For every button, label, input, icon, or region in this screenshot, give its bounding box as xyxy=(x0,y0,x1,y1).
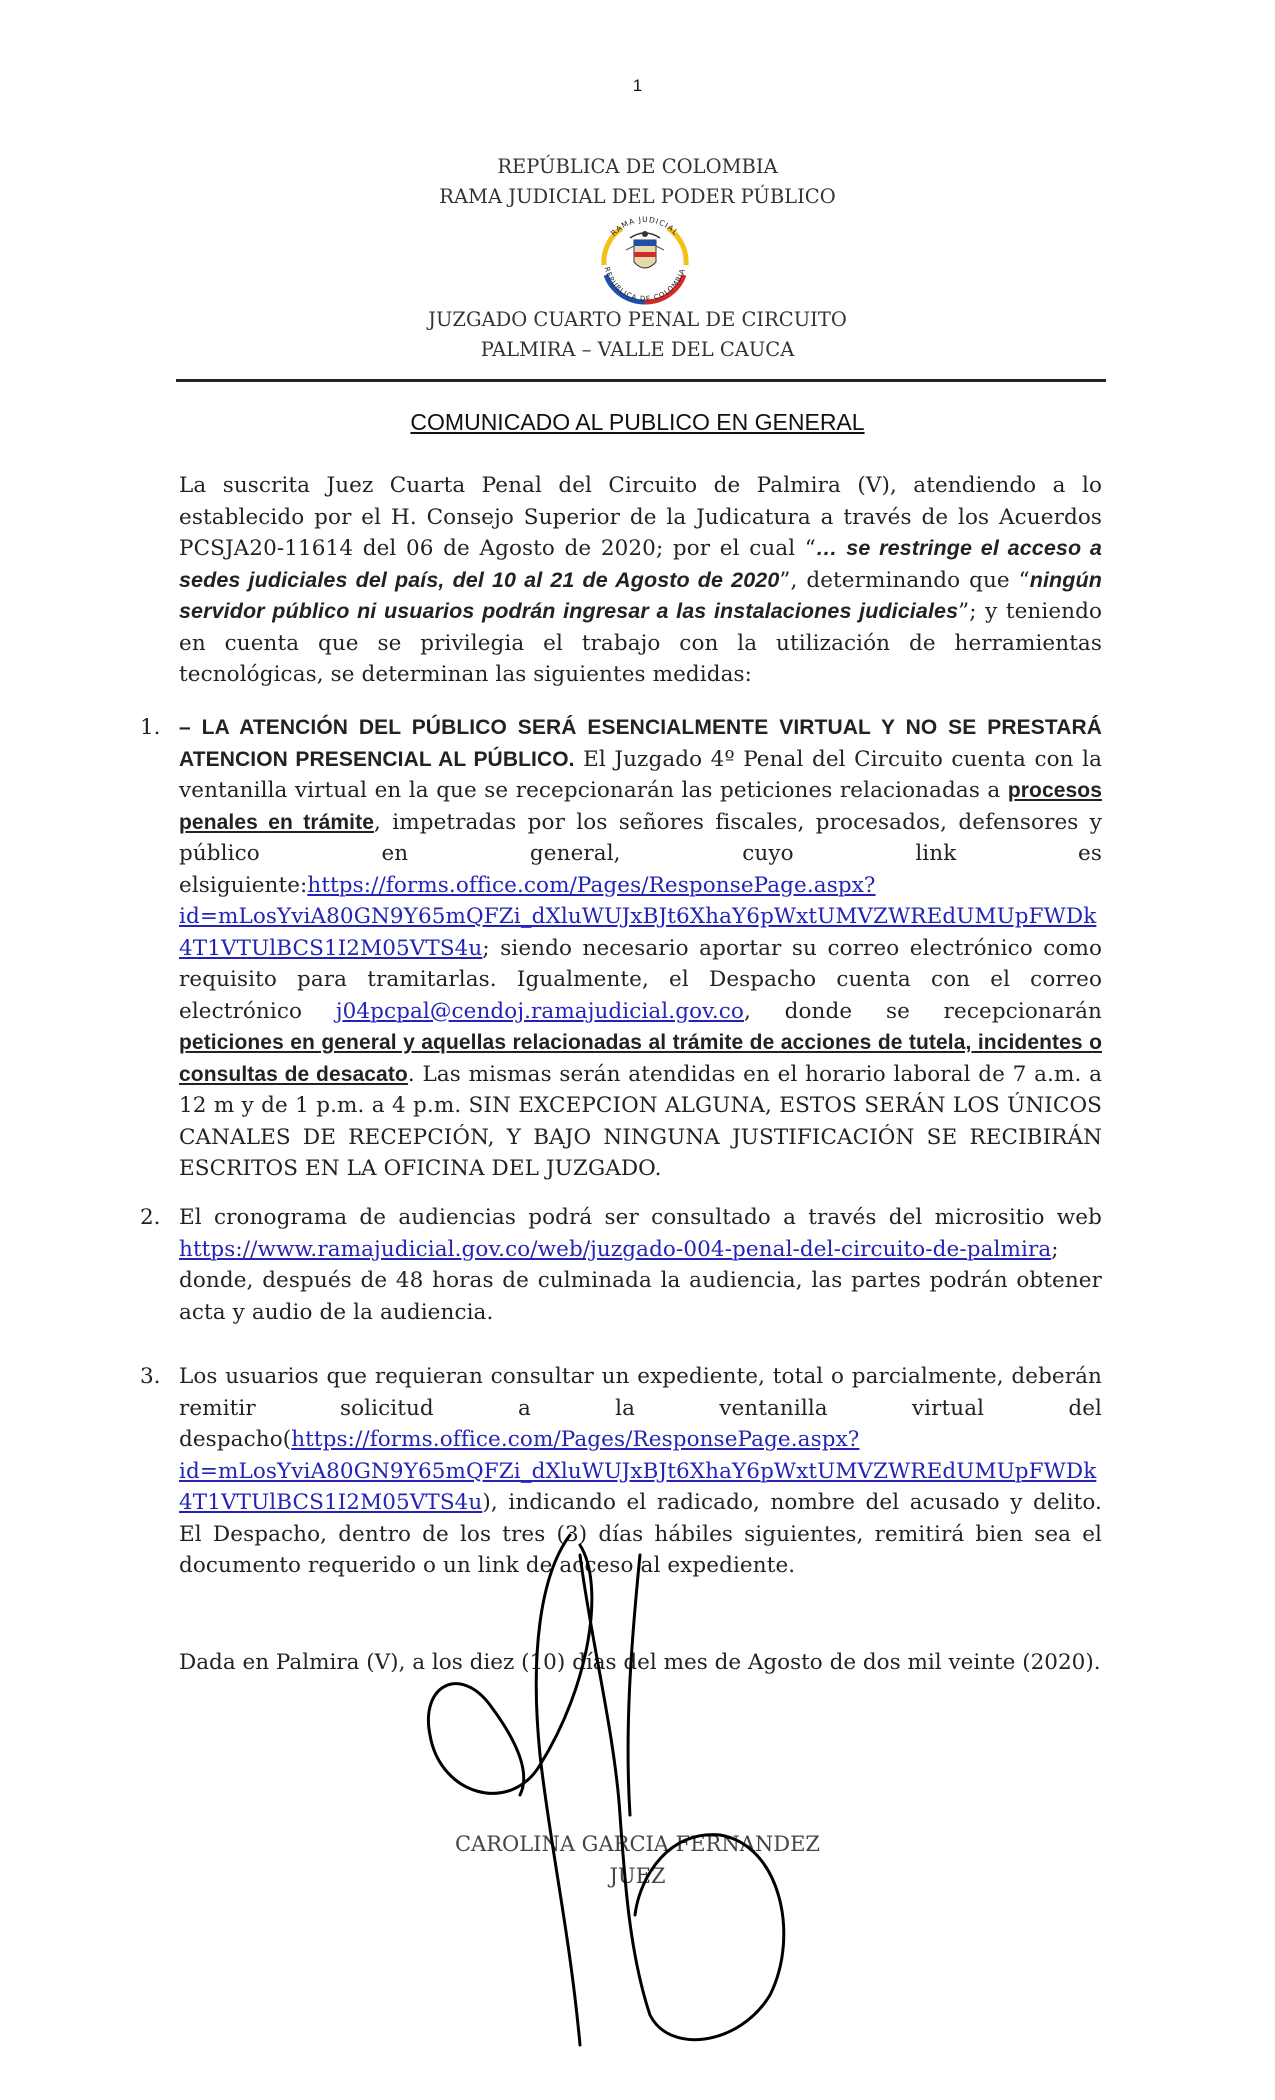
header-country: REPÚBLICA DE COLOMBIA xyxy=(497,155,778,178)
item-1-text-3: ; siendo necesario aportar su correo electrónico como requisito para tramitarlas. Igualmente, el Despacho cuenta con el correo electrónico xyxy=(179,935,1102,1024)
item-2-number: 2. xyxy=(140,1205,161,1230)
item-2-text-2: ; donde, después de 48 horas de culminada la audiencia, las partes podrán obtener acta y audio de la audiencia. xyxy=(179,1236,1102,1325)
intro-text-1: La suscrita Juez Cuarta Penal del Circuito de Palmira (V), atendiendo a lo establecido por el H. Consejo Superior de la Judicatura a través de los Acuerdos PCSJA20-11614 del 06 de Agosto de 2020; por el cual “ xyxy=(179,473,1102,561)
item-1-emphasis-1: procesos penales en trámite xyxy=(179,779,1102,834)
rama-judicial-seal-logo xyxy=(590,210,700,310)
item-1-text-1: El Juzgado 4º Penal del Circuito cuenta con la ventanilla virtual en la que se recepcionarán las peticiones relacionadas a xyxy=(179,746,1102,803)
ventanilla-virtual-link[interactable]: https://forms.office.com/Pages/ResponsePage.aspx?id=mLosYviA80GN9Y65mQFZi_dXluWUJxBJt6XhaY6pWxtUMVZWREdUMUpFWDk4T1VTUlBCS1I2M05VTS4u xyxy=(179,872,1097,961)
item-2 xyxy=(179,1202,1102,1328)
intro-quote-2: ningún servidor público ni usuarios podrán ingresar a las instalaciones judiciales xyxy=(179,567,1102,623)
item-1 xyxy=(179,712,1102,1185)
signer-role: JUEZ xyxy=(609,1864,666,1888)
item-2-text-1: El cronograma de audiencias podrá ser consultado a través del micrositio web xyxy=(179,1205,1102,1230)
handwritten-signature xyxy=(420,1515,900,2075)
coat-of-arms-icon xyxy=(626,231,664,268)
document-title: COMUNICADO AL PUBLICO EN GENERAL xyxy=(410,409,865,435)
seal-text-top: RAMA JUDICIAL xyxy=(609,214,681,238)
intro-text-2: ”, determinando que “ xyxy=(779,567,1030,593)
item-1-heading: – LA ATENCIÓN DEL PÚBLICO SERÁ ESENCIALMENTE VIRTUAL Y NO SE PRESTARÁ ATENCION PRESENCIAL AL PÚBLICO. xyxy=(179,716,1102,771)
header-institution xyxy=(0,152,1275,212)
header-court-name: JUZGADO CUARTO PENAL DE CIRCUITO xyxy=(428,308,847,331)
item-1-text-5: . Las mismas serán atendidas en el horario laboral de 7 a.m. a 12 m y de 1 p.m. a 4 p.m. SIN EXCEPCION ALGUNA, ESTOS SERÁN LOS ÚNICOS CANALES DE RECEPCIÓN, Y BAJO NINGUNA JUSTIFICACIÓN SE RECIBIRÁN ESCRITOS EN LA OFICINA DEL JUZGADO. xyxy=(179,1061,1102,1181)
item-3-text-1: Los usuarios que requieran consultar un expediente, total o parcialmente, deberán remitir solicitud a la ventanilla virtual del despacho( xyxy=(179,1364,1102,1452)
header-court xyxy=(0,305,1275,365)
item-1-text-2: , impetradas por los señores fiscales, procesados, defensores y público en general, cuyo link es elsiguiente: xyxy=(179,809,1102,898)
item-1-emphasis-2: peticiones en general y aquellas relacionadas al trámite de acciones de tutela, incidentes o consultas de desacato xyxy=(179,1031,1102,1086)
seal-text-bottom: REPUBLICA DE COLOMBIA xyxy=(602,266,688,304)
item-3-number: 3. xyxy=(140,1364,161,1389)
item-1-number: 1. xyxy=(140,715,161,740)
header-divider xyxy=(176,379,1106,382)
intro-text-3: ”; y teniendo en cuenta que se privilegia el trabajo con la utilización de herramientas tecnológicas, se determinan las siguientes medidas: xyxy=(179,599,1102,687)
signer-name: CAROLINA GARCIA FERNANDEZ xyxy=(454,1832,821,1856)
header-branch: RAMA JUDICIAL DEL PODER PÚBLICO xyxy=(439,185,836,208)
ventanilla-virtual-link-2[interactable]: https://forms.office.com/Pages/ResponsePage.aspx?id=mLosYviA80GN9Y65mQFZi_dXluWUJxBJt6XhaY6pWxtUMVZWREdUMUpFWDk4T1VTUlBCS1I2M05VTS4u xyxy=(179,1427,1097,1515)
item-3-text-2: ), indicando el radicado, nombre del acusado y delito. El Despacho, dentro de los tres (3) días hábiles siguientes, remitirá bien sea el documento requerido o un link de acceso al expediente. xyxy=(179,1490,1102,1578)
header-court-location: PALMIRA – VALLE DEL CAUCA xyxy=(480,338,795,361)
micrositio-link[interactable]: https://www.ramajudicial.gov.co/web/juzgado-004-penal-del-circuito-de-palmira xyxy=(179,1236,1052,1262)
page-number: 1 xyxy=(632,76,643,95)
email-link[interactable]: j04pcpal@cendoj.ramajudicial.gov.co xyxy=(335,998,744,1024)
svg-text:REPUBLICA DE COLOMBIA xyxy=(603,266,687,303)
intro-paragraph xyxy=(179,470,1102,691)
intro-quote-1: … se restringe el acceso a sedes judiciales del país, del 10 al 21 de Agosto de 2020 xyxy=(179,536,1102,592)
item-1-text-4: , donde se recepcionarán xyxy=(743,998,1102,1024)
closing-line: Dada en Palmira (V), a los diez (10) días del mes de Agosto de dos mil veinte (2020). xyxy=(179,1650,1101,1675)
